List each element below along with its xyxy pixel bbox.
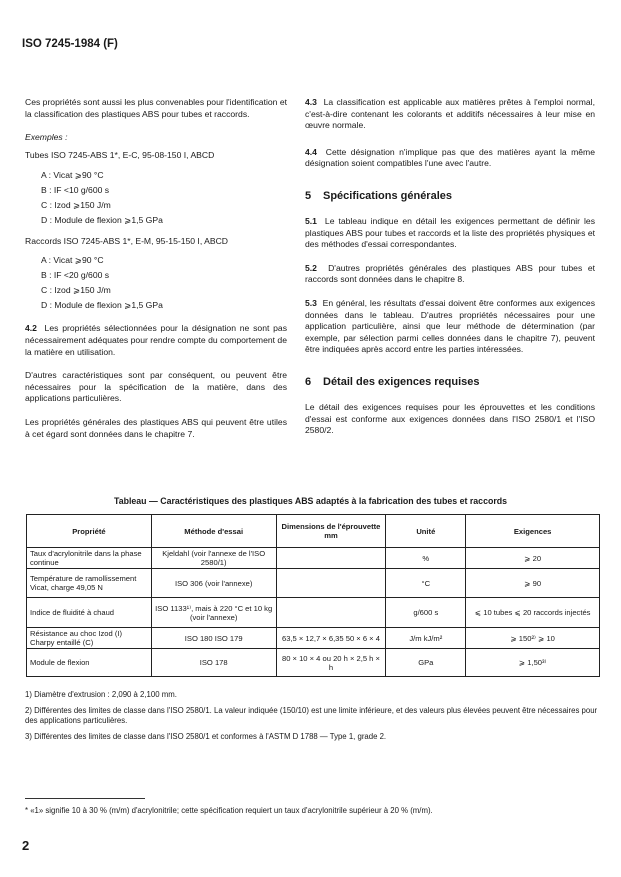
table-note: 3) Différentes des limites de classe dans l'ISO 2580/1 et conformes à l'ASTM D 1788 — Type 1, grade 2.	[25, 732, 387, 741]
section-5-2	[305, 263, 595, 286]
table-cell: Indice de fluidité à chaud	[27, 598, 152, 628]
column-header: Dimensions de l'éprouvette mm	[276, 515, 386, 548]
section-number: 4.4	[305, 146, 317, 157]
section-4-3	[305, 97, 595, 132]
section-number: 5.1	[305, 215, 317, 226]
section-6-paragraph: Le détail des exigences requises pour les éprouvettes et les conditions d'essai est conforme aux exigences données dans l'ISO 2580/1 et l'ISO 2580/2.	[305, 401, 595, 436]
column-header: Propriété	[27, 515, 152, 548]
table-header-row	[27, 515, 600, 548]
table-cell: GPa	[386, 649, 466, 677]
table-cell: 80 × 10 × 4 ou 20 h × 2,5 h × h	[276, 649, 386, 677]
table-cell: ⩾ 150²⁾ ⩾ 10	[466, 628, 600, 649]
table-cell: %	[386, 548, 466, 569]
section-5-1	[305, 216, 595, 251]
raccords-item: B : IF <20 g/600 s	[41, 270, 110, 281]
section-text: La classification est applicable aux matières prêtes à l'emploi normal, c'est-à-dire contenant les colorants et additifs nécessaires à leur mise en œuvre normale.	[305, 97, 595, 131]
table-cell: Résistance au choc Izod (I) Charpy entaillé (C)	[27, 628, 152, 649]
examples-label: Exemples :	[25, 132, 68, 143]
table-caption: Tableau — Caractéristiques des plastiques ABS adaptés à la fabrication des tubes et raccords	[113, 496, 508, 506]
raccords-item: D : Module de flexion ⩾1,5 GPa	[41, 300, 163, 311]
heading-6	[305, 376, 595, 388]
section-text: D'autres propriétés générales des plastiques ABS pour tubes et raccords sont données dans le chapitre 8.	[305, 262, 595, 285]
heading-number: 5	[305, 189, 312, 202]
table-cell: ISO 178	[151, 649, 276, 677]
section-number: 4.3	[305, 97, 317, 107]
table-row	[27, 628, 600, 649]
heading-title: Détail des exigences requises	[323, 375, 480, 388]
tubes-designation: Tubes ISO 7245-ABS 1*, E-C, 95-08-150 I, ABCD	[25, 150, 215, 161]
table-row	[27, 649, 600, 677]
table-cell	[276, 548, 386, 569]
table-cell: ISO 1133¹⁾, mais à 220 °C et 10 kg (voir l'annexe)	[151, 598, 276, 628]
section-4-4	[305, 147, 595, 170]
raccords-designation: Raccords ISO 7245-ABS 1*, E-M, 95-15-150 I, ABCD	[25, 235, 228, 246]
document-header: ISO 7245-1984 (F)	[22, 38, 118, 50]
tubes-item: A : Vicat ⩾90 °C	[41, 169, 104, 180]
table-cell	[276, 598, 386, 628]
footnote: * «1» signifie 10 à 30 % (m/m) d'acrylonitrile; cette spécification requiert un taux d'acrylonitrile supérieur à 20 % (m/m).	[25, 806, 433, 815]
table-cell: Température de ramollissement Vicat, charge 49,05 N	[27, 569, 152, 598]
table-row	[27, 598, 600, 628]
other-characteristics-paragraph: D'autres caractéristiques sont par conséquent, ou peuvent être nécessaires pour la spécification de la matière, dans des applications particulières.	[25, 370, 287, 404]
table-cell: 63,5 × 12,7 × 6,35 50 × 6 × 4	[276, 628, 386, 649]
table-cell: ⩾ 1,50³⁾	[466, 649, 600, 677]
table-cell	[276, 569, 386, 598]
section-number: 4.2	[25, 323, 37, 334]
table-cell: ⩾ 90	[466, 569, 600, 598]
tubes-item: D : Module de flexion ⩾1,5 GPa	[41, 214, 163, 225]
section-4-2	[25, 323, 287, 358]
table-cell: ⩾ 20	[466, 548, 600, 569]
table-cell: J/m kJ/m²	[386, 628, 466, 649]
table-cell: ISO 180 ISO 179	[151, 628, 276, 649]
requirements-table	[26, 514, 600, 677]
raccords-item: C : Izod ⩾150 J/m	[41, 285, 111, 296]
section-number: 5.3	[305, 297, 317, 308]
table-row	[27, 548, 600, 569]
column-header: Méthode d'essai	[151, 515, 276, 548]
section-text: Les propriétés sélectionnées pour la désignation ne sont pas nécessairement adéquates pour rendre compte du comportement de la matière en utilisation.	[25, 323, 288, 357]
table-row	[27, 569, 600, 598]
raccords-item: A : Vicat ⩾90 °C	[41, 255, 104, 266]
page-number: 2	[22, 838, 30, 853]
table-cell: g/600 s	[386, 598, 466, 628]
tubes-item: C : Izod ⩾150 J/m	[41, 199, 111, 210]
heading-title: Spécifications générales	[323, 189, 452, 202]
footnote-divider	[25, 798, 145, 799]
table-note: 2) Différentes des limites de classe dans l'ISO 2580/1. La valeur indiquée (150/10) est une limite inférieure, et des valeurs plus élevées peuvent être nécessaires pour des applications particulières.	[25, 706, 598, 725]
column-header: Unité	[386, 515, 466, 548]
table-cell: ISO 306 (voir l'annexe)	[151, 569, 276, 598]
table-cell: Module de flexion	[27, 649, 152, 677]
column-header: Exigences	[466, 515, 600, 548]
table-cell: °C	[386, 569, 466, 598]
section-number: 5.2	[305, 262, 317, 273]
section-text: En général, les résultats d'essai doivent être conformes aux exigences données dans le tableau. D'autres propriétés nécessaires pour une application particulière, ainsi que leur méthode de détermination (par exemple, par sélection parmi celles données dans le chapitre 7), peuvent être indiquées après accord entre les parties intéressées.	[305, 297, 595, 355]
table-note: 1) Diamètre d'extrusion : 2,090 à 2,100 mm.	[25, 690, 177, 699]
general-properties-paragraph: Les propriétés générales des plastiques ABS qui peuvent être utiles à cet égard sont données dans le chapitre 7.	[25, 416, 287, 439]
table-cell: Taux d'acrylonitrile dans la phase continue	[27, 548, 152, 569]
heading-5	[305, 190, 595, 202]
left-column	[25, 97, 287, 440]
tubes-item: B : IF <10 g/600 s	[41, 184, 110, 195]
table-cell: ⩽ 10 tubes ⩽ 20 raccords injectés	[466, 598, 600, 628]
section-text: Le tableau indique en détail les exigences permettant de définir les plastiques ABS pour tubes et raccords et la liste des propriétés physiques et des méthodes d'essai correspondantes.	[305, 215, 595, 250]
table-cell: Kjeldahl (voir l'annexe de l'ISO 2580/1)	[151, 548, 276, 569]
intro-paragraph: Ces propriétés sont aussi les plus convenables pour l'identification et la classification des plastiques ABS pour tubes et raccords.	[25, 97, 287, 119]
heading-number: 6	[305, 375, 312, 388]
section-text: Cette désignation n'implique pas que des matières ayant la même désignation soient compatibles l'une avec l'autre.	[305, 146, 595, 169]
right-column	[305, 97, 595, 437]
section-5-3	[305, 298, 595, 356]
